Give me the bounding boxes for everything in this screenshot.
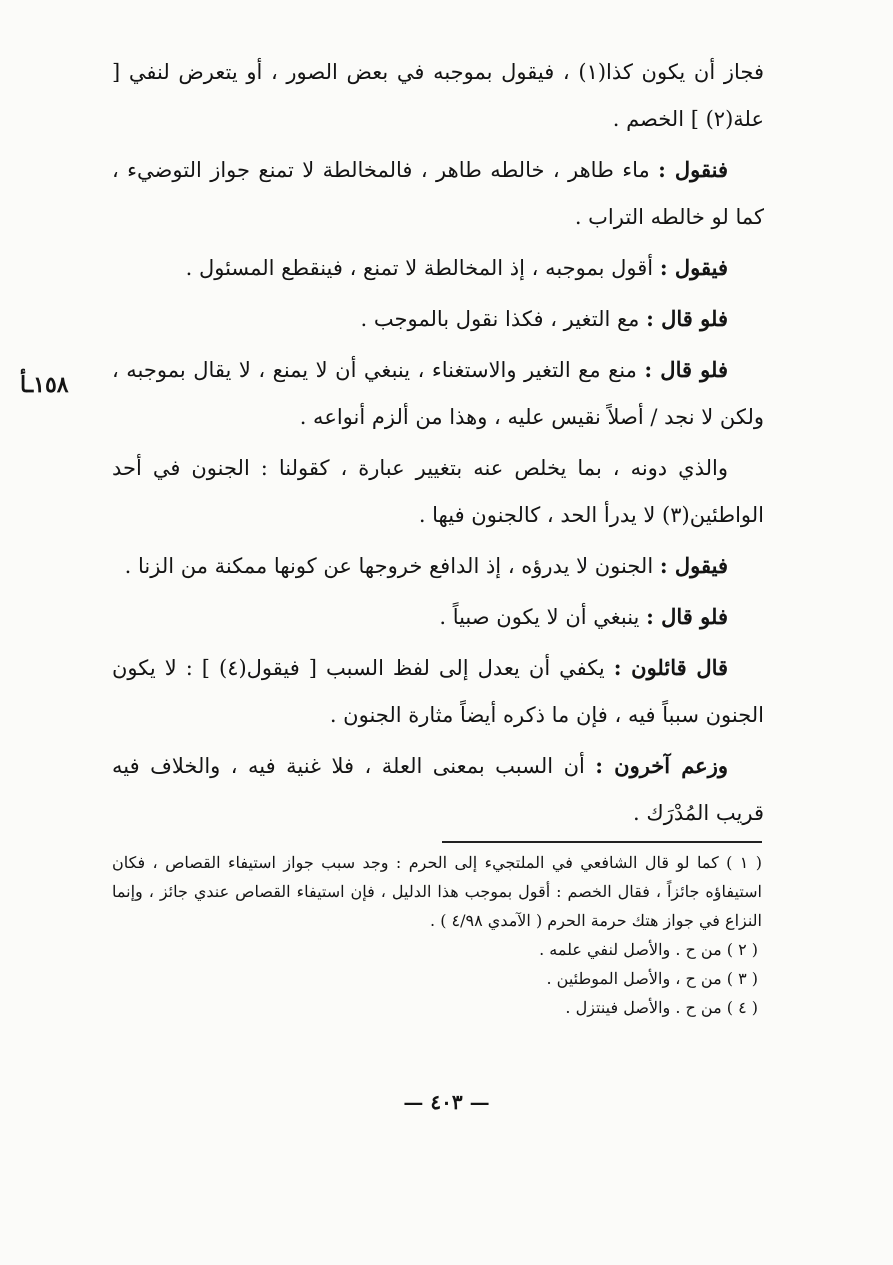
- paragraph-speaker: فلو قال :: [646, 604, 728, 629]
- paragraph-speaker: فلو قال :: [646, 306, 728, 331]
- paragraph-1: [112, 48, 764, 143]
- paragraph-speaker: قال قائلون :: [613, 655, 729, 680]
- footnotes: [112, 848, 762, 1022]
- paragraph-speaker: فيقول :: [659, 255, 728, 280]
- paragraph-6: [112, 444, 764, 539]
- paragraph-text: أن السبب بمعنى العلة ، فلا غنية فيه ، والخلاف فيه قريب المُدْرَك .: [112, 754, 764, 825]
- paragraph-4: [112, 295, 764, 343]
- paragraph-text: الجنون لا يدرؤه ، إذ الدافع خروجها عن كونها ممكنة من الزنا .: [124, 554, 660, 578]
- paragraph-7: [112, 542, 764, 590]
- page-number: — ٤٠٣ —: [403, 1090, 490, 1114]
- footnote-separator: [442, 841, 762, 843]
- paragraph-speaker: وزعم آخرون :: [595, 753, 728, 778]
- paragraph-2: [112, 146, 764, 241]
- paragraph-text: مع التغير ، فكذا نقول بالموجب .: [360, 307, 647, 331]
- paragraph-speaker: فلو قال :: [644, 357, 728, 382]
- paragraph-text: أقول بموجبه ، إذ المخالطة لا تمنع ، فينقطع المسئول .: [185, 256, 660, 280]
- footnote-1: ( ١ ) كما لو قال الشافعي في الملتجيء إلى الحرم : وجد سبب جواز استيفاء القصاص ، فكان استيفاؤه جائزاً ، فقال الخصم : أقول بموجب هذا الدليل ، فإن استيفاء القصاص عندي جائز ، وإنما النزاع في جواز هتك حرمة الحرم ( الآمدي ٤/٩٨ ) .: [112, 853, 762, 930]
- paragraph-text: والذي دونه ، بما يخلص عنه بتغيير عبارة ، كقولنا : الجنون في أحد الواطئين(٣) لا يدرأ الحد ، كالجنون فيها .: [112, 456, 764, 527]
- paragraph-text: ماء طاهر ، خالطه طاهر ، فالمخالطة لا تمنع جواز التوضيء ، كما لو خالطه التراب .: [112, 158, 764, 229]
- footnote-2: ( ٢ ) من ح . والأصل لنفي علمه .: [539, 940, 758, 959]
- paragraph-3: [112, 244, 764, 292]
- paragraph-text: ينبغي أن لا يكون صبياً .: [439, 605, 647, 629]
- footnote-4: ( ٤ ) من ح . والأصل فينتزل .: [565, 998, 758, 1017]
- paragraph-text: يكفي أن يعدل إلى لفظ السبب [ فيقول(٤) ] : لا يكون الجنون سبباً فيه ، فإن ما ذكره أيضاً مثارة الجنون .: [112, 656, 764, 727]
- manuscript-folio-reference: ١٥٨ـأ: [20, 372, 69, 398]
- paragraph-8: [112, 593, 764, 641]
- main-text: [112, 48, 764, 840]
- paragraph-speaker: فيقول :: [659, 553, 728, 578]
- paragraph-10: [112, 742, 764, 837]
- paragraph-text: منع مع التغير والاستغناء ، ينبغي أن لا يمنع ، لا يقال بموجبه ، ولكن لا نجد / أصلاً نقيس عليه ، وهذا من ألزم أنواعه .: [112, 358, 764, 429]
- paragraph-text: فجاز أن يكون كذا(١) ، فيقول بموجبه في بعض الصور ، أو يتعرض لنفي [ علة(٢) ] الخصم .: [112, 60, 764, 131]
- footnote-3: ( ٣ ) من ح ، والأصل الموطئين .: [546, 969, 758, 988]
- paragraph-5: [112, 346, 764, 441]
- paragraph-9: [112, 644, 764, 739]
- paragraph-speaker: فنقول :: [658, 157, 728, 182]
